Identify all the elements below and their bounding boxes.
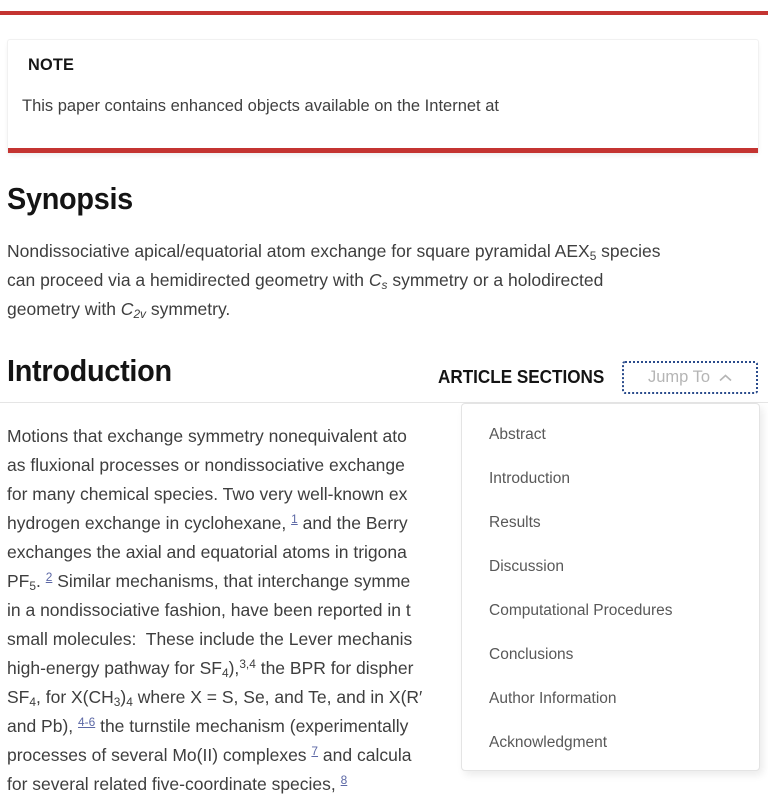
dropdown-item-author-information[interactable]: Author Information <box>489 690 617 707</box>
paragraph-line: small molecules: These include the Lever mechanis <box>7 629 413 649</box>
paragraph-line: in a nondissociative fashion, have been reported in t <box>7 600 411 620</box>
reference-link[interactable]: 1 <box>291 512 298 527</box>
paragraph-line: for many chemical species. Two very well-known ex <box>7 484 408 504</box>
dropdown-item-acknowledgment[interactable]: Acknowledgment <box>489 734 608 751</box>
synopsis-paragraph: Nondissociative apical/equatorial atom exchange for square pyramidal $AEX_5$ species can proceed via a hemidirected geometry with $C_s$ symmetry or a holodirected geometry with $C_{2v}$ symmetry. <box>7 241 661 322</box>
dropdown-item-abstract[interactable]: Abstract <box>489 426 546 443</box>
introduction-heading: Introduction <box>7 353 172 388</box>
paragraph-line: exchanges the axial and equatorial atoms in trigona <box>7 542 407 562</box>
jump-to-button[interactable] <box>622 361 758 394</box>
paragraph-line: processes of several Mo(II) complexes $^7$ and calcula <box>7 744 412 765</box>
reference-link[interactable]: 4-6 <box>78 715 96 730</box>
paragraph-line: as fluxional processes or nondissociative exchange <box>7 455 405 475</box>
dropdown-item-computational-procedures[interactable]: Computational Procedures <box>489 602 673 619</box>
reference-link[interactable]: 2 <box>45 570 53 585</box>
synopsis-heading: Synopsis <box>7 181 133 216</box>
note-body-text: This paper contains enhanced objects available on the Internet at <box>22 97 499 115</box>
jump-to-label: Jump To <box>647 368 711 386</box>
note-bottom-rule <box>8 148 758 153</box>
paragraph-line: and Pb), $^{4-6}$ the turnstile mechanism (experimentally <box>7 715 409 736</box>
note-title: NOTE <box>28 55 75 74</box>
dropdown-item-introduction[interactable]: Introduction <box>489 470 570 487</box>
paragraph-line: Motions that exchange symmetry nonequivalent ato <box>7 426 407 446</box>
jump-to-dropdown-menu <box>461 403 760 771</box>
top-section-rule <box>0 11 768 15</box>
reference-link[interactable]: 8 <box>340 773 348 788</box>
dropdown-item-discussion[interactable]: Discussion <box>489 558 564 575</box>
dropdown-item-conclusions[interactable]: Conclusions <box>489 646 574 663</box>
paragraph-line: for several related five-coordinate species, $^8$ <box>7 773 348 794</box>
chevron-up-icon <box>719 374 732 382</box>
paragraph-line: $PF_5$. $^2$ Similar mechanisms, that interchange symme <box>7 570 411 594</box>
paragraph-line: $SF_4$, for $X(CH_3)_4$ where X = S, Se, and Te, and in X(R′ <box>7 687 423 710</box>
paragraph-line: hydrogen exchange in cyclohexane, $^1$ and the Berry <box>7 512 408 533</box>
dropdown-list <box>462 404 759 774</box>
dropdown-item-results[interactable]: Results <box>489 514 541 531</box>
note-card <box>8 40 758 153</box>
article-sections-label: ARTICLE SECTIONS <box>438 367 605 387</box>
paragraph-line: high-energy pathway for $SF_4),^{3,4}$ the BPR for dispher <box>7 657 414 681</box>
reference-link[interactable]: 7 <box>311 744 319 759</box>
